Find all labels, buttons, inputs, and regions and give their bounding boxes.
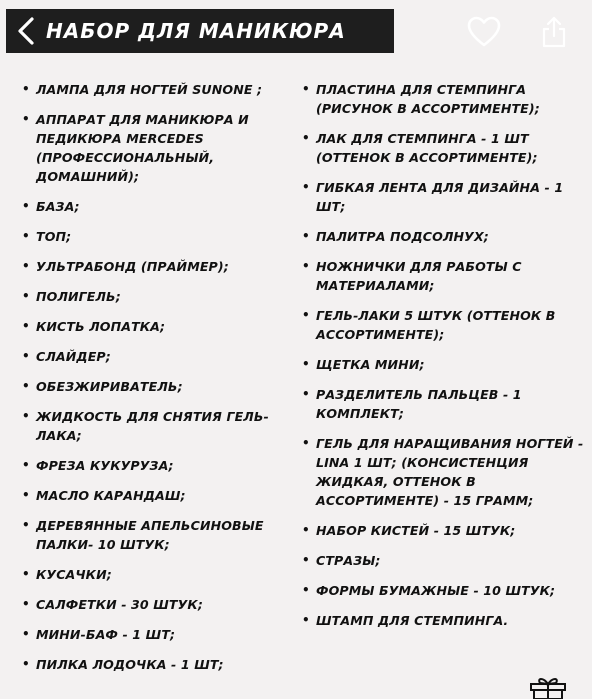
bullet-icon: • [22, 112, 30, 126]
list-item-text: ЛАМПА ДЛЯ НОГТЕЙ SUNONE ; [36, 82, 263, 97]
bullet-icon: • [22, 409, 30, 423]
list-item-text: АППАРАТ ДЛЯ МАНИКЮРА И ПЕДИКЮРА MERCEDES (ПРОФЕССИОНАЛЬНЫЙ, ДОМАШНИЙ); [36, 112, 249, 184]
bullet-icon: • [302, 583, 310, 597]
bullet-icon: • [302, 82, 310, 96]
bullet-icon: • [22, 458, 30, 472]
list-item [302, 355, 584, 374]
list-item-text: ОБЕЗЖИРИВАТЕЛЬ; [36, 379, 183, 394]
list-item-text: ГЕЛЬ ДЛЯ НАРАЩИВАНИЯ НОГТЕЙ - LINA 1 ШТ; (КОНСИСТЕНЦИЯ ЖИДКАЯ, ОТТЕНОК В АССОРТИМЕНТЕ) - 15 ГРАММ; [316, 436, 584, 508]
bullet-icon: • [302, 229, 310, 243]
bullet-icon: • [302, 259, 310, 273]
bullet-icon: • [302, 523, 310, 537]
list-item [22, 407, 292, 445]
list-item-text: САЛФЕТКИ - 30 ШТУК; [36, 597, 203, 612]
list-item-text: МИНИ-БАФ - 1 ШТ; [36, 627, 176, 642]
list-item [22, 565, 292, 584]
bullet-icon: • [302, 180, 310, 194]
list-item-text: СЛАЙДЕР; [36, 349, 111, 364]
bullet-icon: • [22, 319, 30, 333]
bullet-icon: • [22, 199, 30, 213]
share-button[interactable] [536, 14, 572, 50]
list-item-text: ГИБКАЯ ЛЕНТА ДЛЯ ДИЗАЙНА - 1 ШТ; [316, 180, 564, 214]
bullet-icon: • [22, 488, 30, 502]
list-item [22, 655, 292, 674]
list-item-text: ПОЛИГЕЛЬ; [36, 289, 121, 304]
bullet-icon: • [22, 229, 30, 243]
list-item [22, 456, 292, 475]
list-item [302, 227, 584, 246]
bullet-icon: • [22, 379, 30, 393]
list-item [22, 227, 292, 246]
chevron-left-icon [15, 16, 37, 46]
list-item-text: НАБОР КИСТЕЙ - 15 ШТУК; [316, 523, 516, 538]
list-item [302, 434, 584, 510]
bullet-icon: • [302, 387, 310, 401]
list-item-text: УЛЬТРАБОНД (ПРАЙМЕР); [36, 259, 229, 274]
list-item [22, 516, 292, 554]
bullet-icon: • [22, 82, 30, 96]
list-item-text: КУСАЧКИ; [36, 567, 112, 582]
list-item [22, 486, 292, 505]
item-columns [0, 80, 592, 690]
bullet-icon: • [22, 657, 30, 671]
top-bar [0, 0, 592, 62]
list-item-text: НОЖНИЧКИ ДЛЯ РАБОТЫ С МАТЕРИАЛАМИ; [316, 259, 522, 293]
bullet-icon: • [302, 357, 310, 371]
left-item-list [22, 80, 292, 685]
favorite-button[interactable] [466, 14, 502, 50]
list-item [302, 80, 584, 118]
list-item [302, 581, 584, 600]
list-item [22, 80, 292, 99]
bullet-icon: • [22, 259, 30, 273]
page-title: НАБОР ДЛЯ МАНИКЮРА [46, 19, 346, 43]
bullet-icon: • [302, 131, 310, 145]
bullet-icon: • [302, 553, 310, 567]
bullet-icon: • [22, 597, 30, 611]
list-item [22, 257, 292, 276]
list-item [22, 110, 292, 186]
list-item-text: ЩЕТКА МИНИ; [316, 357, 425, 372]
list-item-text: МАСЛО КАРАНДАШ; [36, 488, 186, 503]
back-button[interactable] [6, 9, 46, 53]
list-item-text: ТОП; [36, 229, 72, 244]
list-item-text: ПЛАСТИНА ДЛЯ СТЕМПИНГА (РИСУНОК В АССОРТИМЕНТЕ); [316, 82, 540, 116]
list-item [302, 178, 584, 216]
list-item [22, 197, 292, 216]
list-item [22, 595, 292, 614]
list-item [302, 551, 584, 570]
list-item-text: РАЗДЕЛИТЕЛЬ ПАЛЬЦЕВ - 1 КОМПЛЕКТ; [316, 387, 522, 421]
bullet-icon: • [22, 567, 30, 581]
list-item-text: ПАЛИТРА ПОДСОЛНУХ; [316, 229, 489, 244]
list-item [302, 306, 584, 344]
list-item-text: БАЗА; [36, 199, 80, 214]
list-item [302, 521, 584, 540]
list-item [302, 129, 584, 167]
list-item-text: ПИЛКА ЛОДОЧКА - 1 ШТ; [36, 657, 224, 672]
bullet-icon: • [302, 613, 310, 627]
bullet-icon: • [22, 289, 30, 303]
list-item [22, 317, 292, 336]
share-icon [540, 16, 568, 48]
list-item-text: ФРЕЗА КУКУРУЗА; [36, 458, 174, 473]
list-item-text: ФОРМЫ БУМАЖНЫЕ - 10 ШТУК; [316, 583, 556, 598]
list-item [22, 287, 292, 306]
gift-icon[interactable] [528, 676, 568, 699]
right-item-list [302, 80, 584, 641]
heart-icon [467, 16, 501, 48]
list-item [302, 611, 584, 630]
list-item-text: ГЕЛЬ-ЛАКИ 5 ШТУК (ОТТЕНОК В АССОРТИМЕНТЕ); [316, 308, 556, 342]
list-item-text: ДЕРЕВЯННЫЕ АПЕЛЬСИНОВЫЕ ПАЛКИ- 10 ШТУК; [36, 518, 264, 552]
bullet-icon: • [302, 308, 310, 322]
list-item-text: ШТАМП ДЛЯ СТЕМПИНГА. [316, 613, 509, 628]
bullet-icon: • [22, 627, 30, 641]
list-item [302, 257, 584, 295]
bullet-icon: • [302, 436, 310, 450]
list-item [22, 377, 292, 396]
bullet-icon: • [22, 518, 30, 532]
list-item-text: СТРАЗЫ; [316, 553, 381, 568]
bullet-icon: • [22, 349, 30, 363]
list-item-text: ЖИДКОСТЬ ДЛЯ СНЯТИЯ ГЕЛЬ-ЛАКА; [36, 409, 269, 443]
list-item [22, 347, 292, 366]
list-item-text: КИСТЬ ЛОПАТКА; [36, 319, 166, 334]
list-item [302, 385, 584, 423]
list-item-text: ЛАК ДЛЯ СТЕМПИНГА - 1 ШТ (ОТТЕНОК В АССОРТИМЕНТЕ); [316, 131, 538, 165]
title-badge [6, 9, 394, 53]
list-item [22, 625, 292, 644]
